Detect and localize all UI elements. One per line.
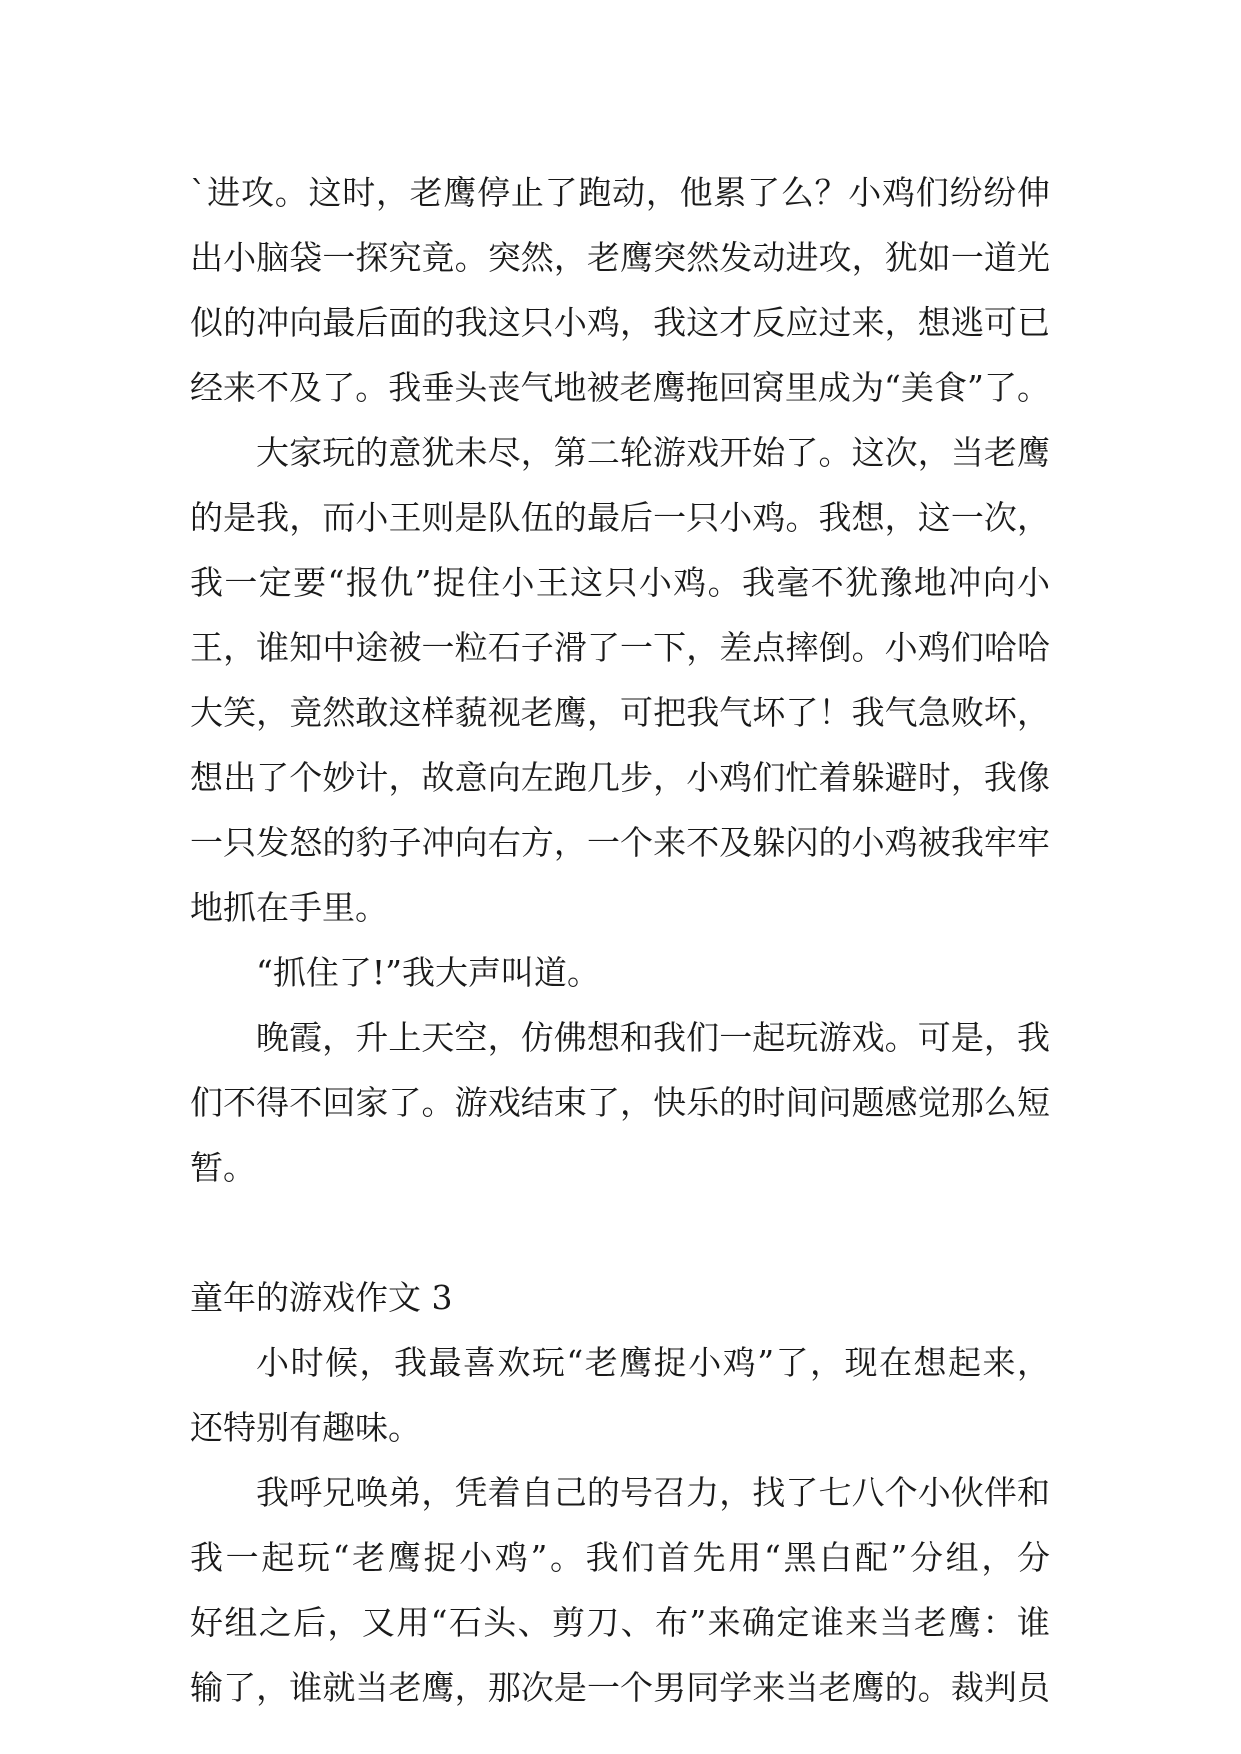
text-line: 大笑，竟然敢这样藐视老鹰，可把我气坏了！我气急败坏， <box>190 693 1050 732</box>
text-line: 我一起玩“老鹰捉小鸡”。我们首先用“黑白配”分组，分 <box>190 1538 1050 1577</box>
paragraph-continuation <box>190 160 1050 420</box>
text-line: 输了，谁就当老鹰，那次是一个男同学来当老鹰的。裁判员 <box>190 1668 1050 1707</box>
paragraph-second-round <box>190 420 1050 940</box>
text-line: 想出了个妙计，故意向左跑几步，小鸡们忙着躲避时，我像 <box>190 758 1050 797</box>
text-line: 的是我，而小王则是队伍的最后一只小鸡。我想，这一次， <box>190 498 1050 537</box>
text-line: 我呼兄唤弟，凭着自己的号召力，找了七八个小伙伴和 <box>256 1473 1050 1512</box>
essay-title: 童年的游戏作文 3 <box>190 1278 453 1317</box>
text-line: 出小脑袋一探究竟。突然，老鹰突然发动进攻，犹如一道光 <box>190 238 1050 277</box>
essay3-paragraph-2 <box>190 1460 1050 1720</box>
text-line: 晚霞，升上天空，仿佛想和我们一起玩游戏。可是，我 <box>256 1018 1050 1057</box>
text-line: “抓住了!”我大声叫道。 <box>256 953 601 992</box>
text-line: `进攻。这时，老鹰停止了跑动，他累了么？小鸡们纷纷伸 <box>190 173 1050 212</box>
text-line: 小时候，我最喜欢玩“老鹰捉小鸡”了，现在想起来， <box>256 1343 1050 1382</box>
text-line: 大家玩的意犹未尽，第二轮游戏开始了。这次，当老鹰 <box>256 433 1050 472</box>
essay3-paragraph-1 <box>190 1330 1050 1460</box>
text-line: 暂。 <box>190 1148 256 1187</box>
paragraph-exclamation <box>190 940 1050 1005</box>
paragraph-ending <box>190 1005 1050 1200</box>
document-body <box>190 160 1050 1720</box>
text-line: 好组之后，又用“石头、剪刀、布”来确定谁来当老鹰：谁 <box>190 1603 1050 1642</box>
section-spacer <box>190 1200 1050 1265</box>
text-line: 还特别有趣味。 <box>190 1408 421 1447</box>
text-line: 经来不及了。我垂头丧气地被老鹰拖回窝里成为“美食”了。 <box>190 368 1050 407</box>
text-line: 似的冲向最后面的我这只小鸡，我这才反应过来，想逃可已 <box>190 303 1050 342</box>
text-line: 一只发怒的豹子冲向右方，一个来不及躲闪的小鸡被我牢牢 <box>190 823 1050 862</box>
text-line: 们不得不回家了。游戏结束了，快乐的时间问题感觉那么短 <box>190 1083 1050 1122</box>
text-line: 王，谁知中途被一粒石子滑了一下，差点摔倒。小鸡们哈哈 <box>190 628 1050 667</box>
text-line: 我一定要“报仇”捉住小王这只小鸡。我毫不犹豫地冲向小 <box>190 563 1050 602</box>
text-line: 地抓在手里。 <box>190 888 388 927</box>
